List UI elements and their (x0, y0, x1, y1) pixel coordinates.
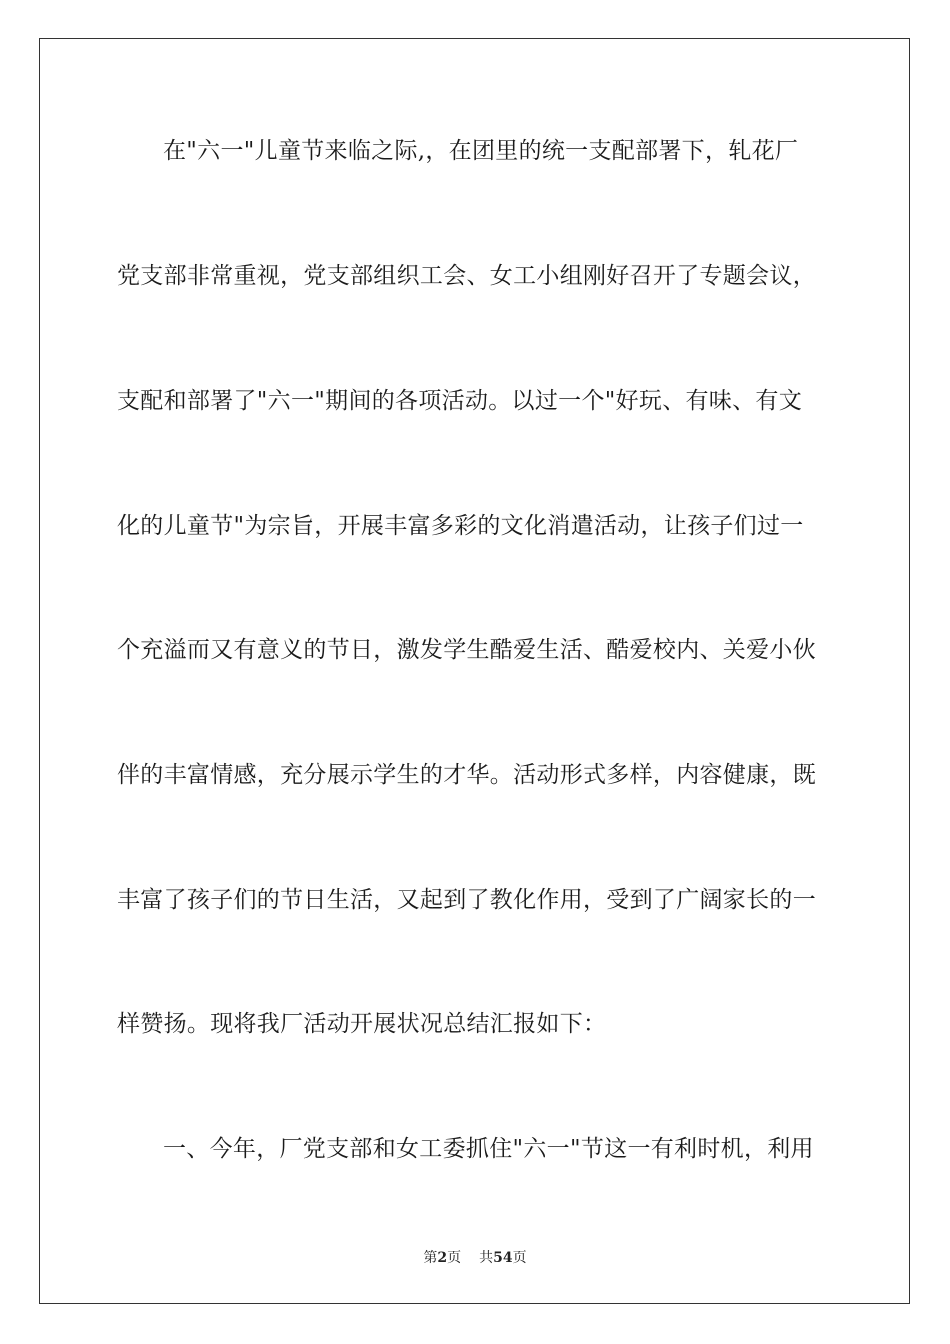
body-line-4: 化的儿童节"为宗旨，开展丰富多彩的文化消遣活动，让孩子们过一 (117, 513, 804, 539)
footer-page-number: 2 (437, 1250, 448, 1266)
footer-page-suffix: 页 (447, 1250, 462, 1266)
body-line-2: 党支部非常重视，党支部组织工会、女工小组刚好召开了专题会议， (117, 263, 816, 289)
footer-total-pages: 54 (493, 1250, 513, 1266)
footer-total-suffix: 页 (512, 1250, 527, 1266)
footer-total-prefix: 共 (479, 1250, 494, 1266)
body-line-8: 样赞扬。现将我厂活动开展状况总结汇报如下： (117, 1011, 607, 1037)
page-frame (39, 38, 910, 1304)
body-line-5: 个充溢而又有意义的节日，激发学生酷爱生活、酷爱校内、关爱小伙 (117, 637, 816, 663)
body-line-7: 丰富了孩子们的节日生活，又起到了教化作用，受到了广阔家长的一 (117, 887, 816, 913)
footer-page-prefix: 第 (423, 1250, 438, 1266)
body-line-6: 伴的丰富情感，充分展示学生的才华。活动形式多样，内容健康，既 (117, 762, 816, 788)
body-line-3: 支配和部署了"六一"期间的各项活动。以过一个"好玩、有味、有文 (117, 388, 803, 414)
body-line-9: 一、今年，厂党支部和女工委抓住"六一"节这一有利时机，利用 (163, 1136, 814, 1162)
body-line-1: 在"六一"儿童节来临之际,，在团里的统一支配部署下，轧花厂 (163, 138, 799, 164)
page-footer (0, 1248, 950, 1268)
